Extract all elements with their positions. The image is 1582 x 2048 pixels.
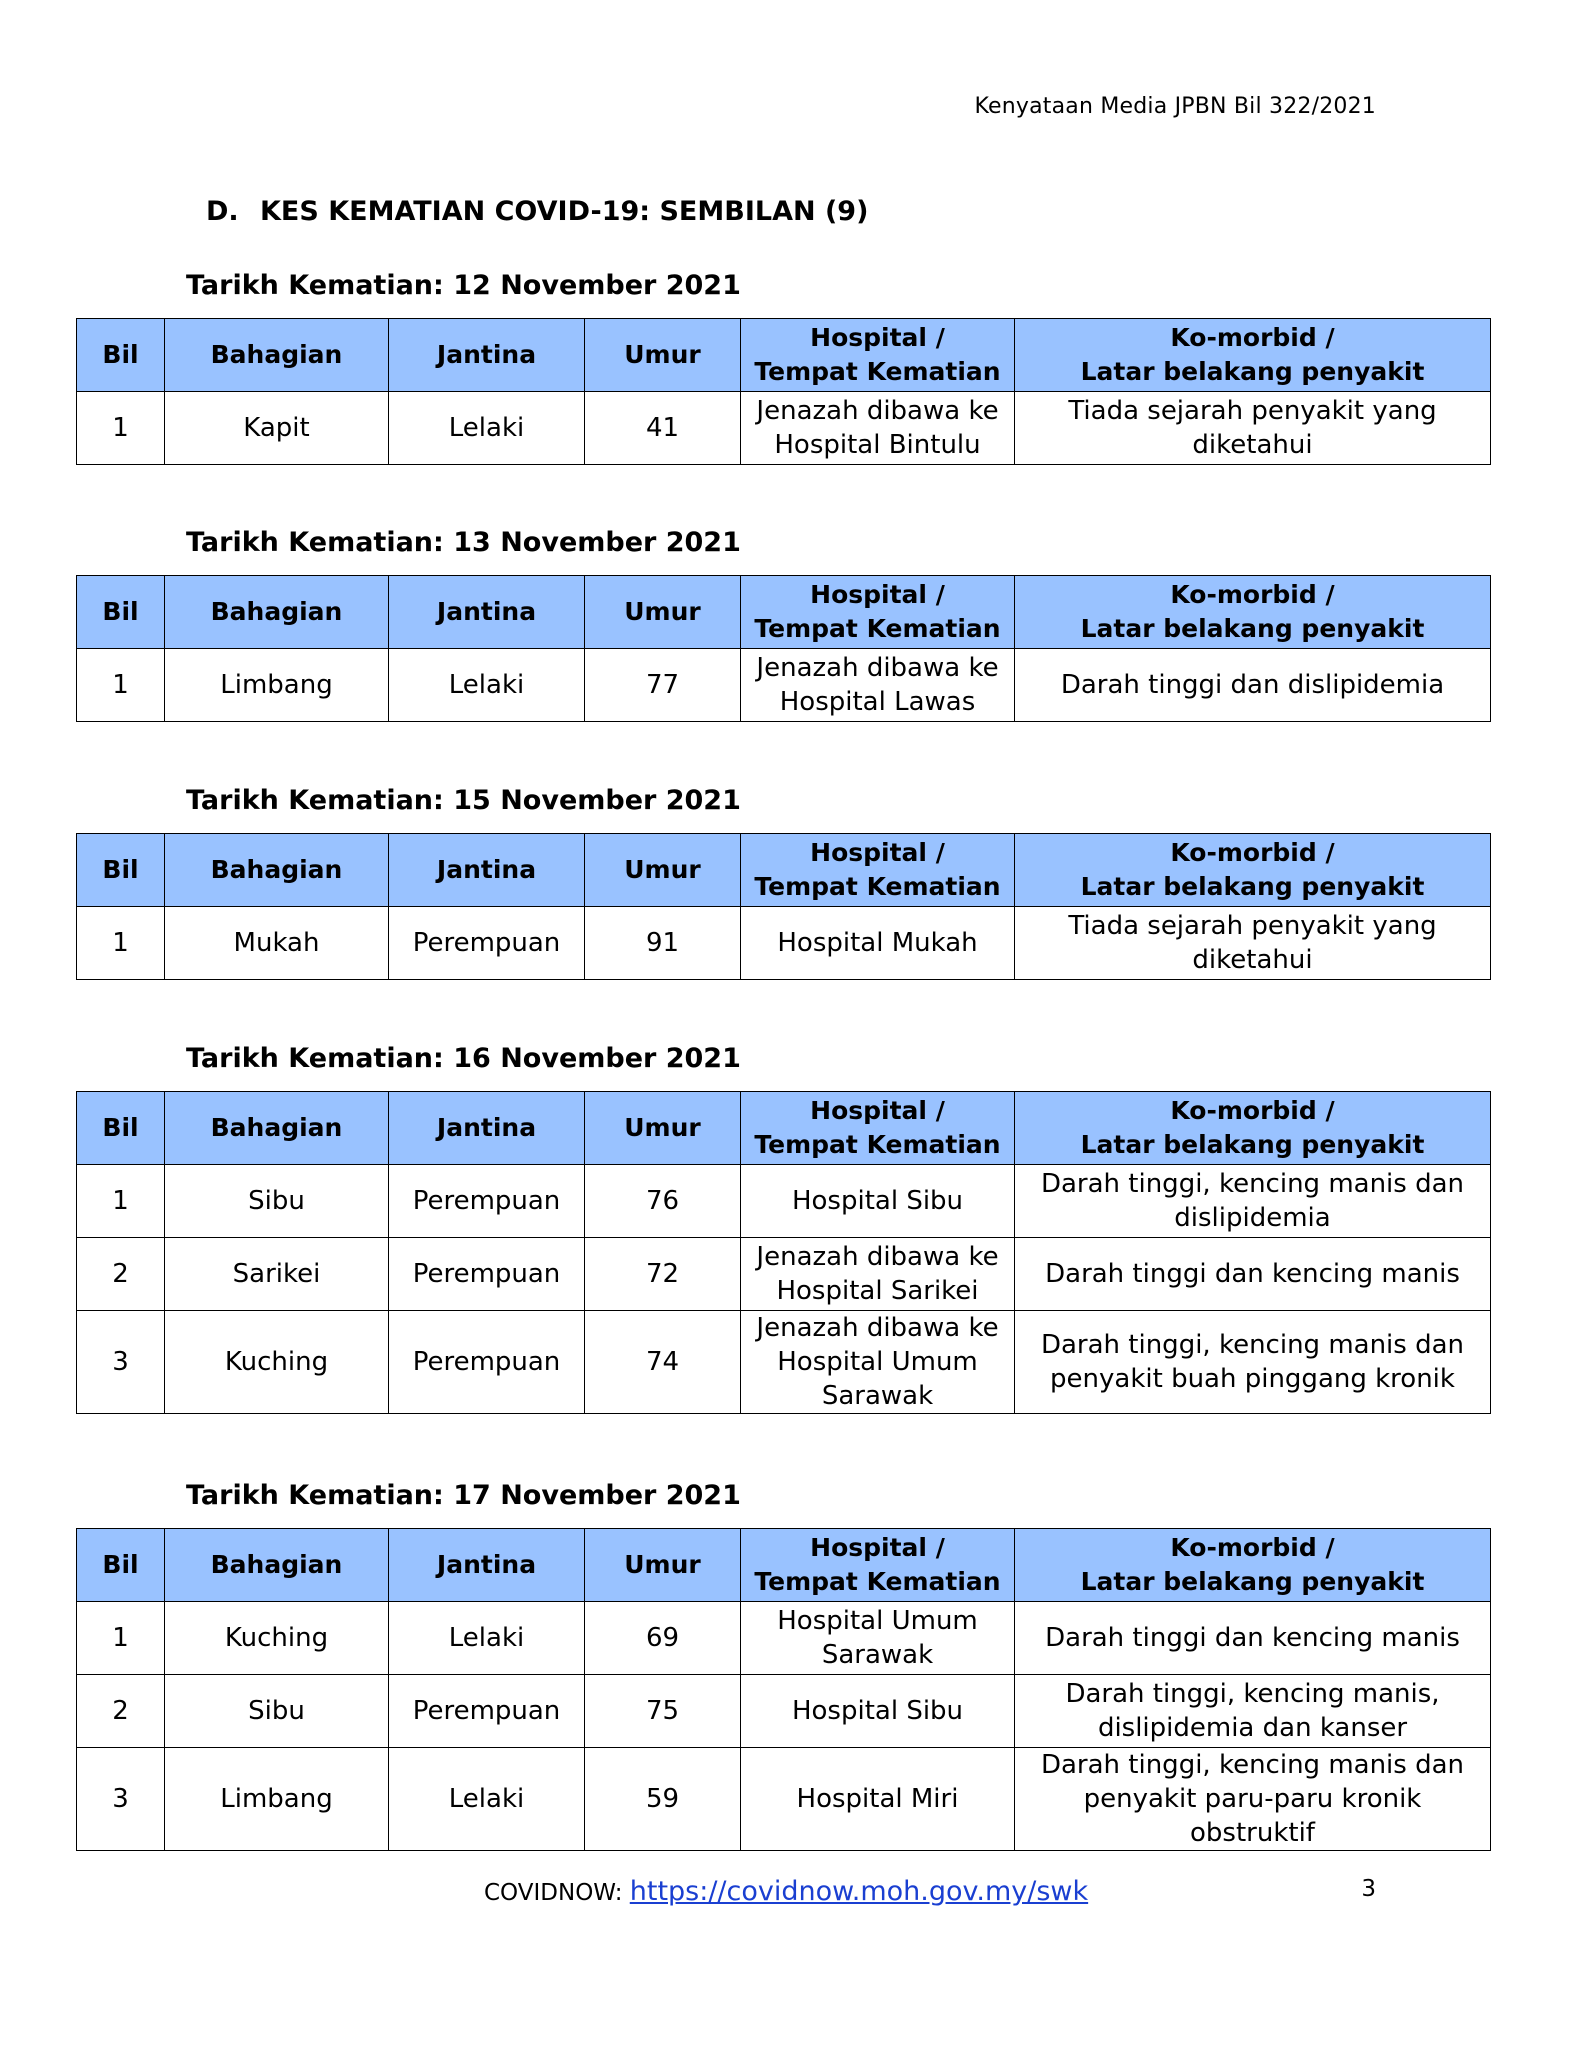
cell-umur: 41 [585, 392, 741, 465]
col-header-umur: Umur [585, 834, 741, 907]
cell-jantina: Perempuan [389, 1311, 585, 1414]
cell-jantina: Perempuan [389, 1165, 585, 1238]
col-header-jantina: Jantina [389, 576, 585, 649]
cell-jantina: Lelaki [389, 649, 585, 722]
table-header-row [77, 1092, 1491, 1165]
col-header-umur: Umur [585, 319, 741, 392]
date-heading-13-nov: Tarikh Kematian: 13 November 2021 [186, 527, 741, 558]
cell-bahagian: Kuching [165, 1602, 389, 1675]
col-header-umur: Umur [585, 576, 741, 649]
cell-hospital: Hospital Sibu [741, 1675, 1015, 1748]
cell-bil: 3 [77, 1311, 165, 1414]
table-row [77, 1165, 1491, 1238]
table-row [77, 1748, 1491, 1851]
cell-jantina: Perempuan [389, 1238, 585, 1311]
table-row [77, 1311, 1491, 1414]
cell-bil: 1 [77, 1602, 165, 1675]
footer-label: COVIDNOW: [484, 1880, 630, 1906]
cell-komorbid: Darah tinggi dan kencing manis [1015, 1602, 1491, 1675]
table-row [77, 1602, 1491, 1675]
document-reference: Kenyataan Media JPBN Bil 322/2021 [974, 94, 1376, 119]
deaths-table-12-nov [76, 318, 1491, 465]
cell-jantina: Perempuan [389, 907, 585, 980]
cell-komorbid: Darah tinggi dan dislipidemia [1015, 649, 1491, 722]
cell-bahagian: Kuching [165, 1311, 389, 1414]
cell-hospital: Jenazah dibawa ke Hospital Bintulu [741, 392, 1015, 465]
table-header-row [77, 834, 1491, 907]
col-header-jantina: Jantina [389, 1529, 585, 1602]
cell-bil: 1 [77, 649, 165, 722]
cell-jantina: Lelaki [389, 392, 585, 465]
col-header-hospital: Hospital / Tempat Kematian [741, 1092, 1015, 1165]
cell-bil: 3 [77, 1748, 165, 1851]
col-header-bahagian: Bahagian [165, 834, 389, 907]
cell-bahagian: Limbang [165, 649, 389, 722]
cell-komorbid: Darah tinggi, kencing manis dan penyakit paru-paru kronik obstruktif [1015, 1748, 1491, 1851]
col-header-hospital: Hospital / Tempat Kematian [741, 319, 1015, 392]
cell-komorbid: Darah tinggi, kencing manis dan dislipidemia [1015, 1165, 1491, 1238]
cell-hospital: Hospital Miri [741, 1748, 1015, 1851]
col-header-bahagian: Bahagian [165, 319, 389, 392]
cell-bahagian: Sibu [165, 1165, 389, 1238]
cell-bil: 2 [77, 1238, 165, 1311]
cell-hospital: Jenazah dibawa ke Hospital Sarikei [741, 1238, 1015, 1311]
cell-jantina: Lelaki [389, 1748, 585, 1851]
cell-hospital: Jenazah dibawa ke Hospital Lawas [741, 649, 1015, 722]
col-header-hospital: Hospital / Tempat Kematian [741, 834, 1015, 907]
table-row [77, 649, 1491, 722]
date-heading-15-nov: Tarikh Kematian: 15 November 2021 [186, 785, 741, 816]
col-header-komorbid: Ko-morbid / Latar belakang penyakit [1015, 834, 1491, 907]
date-heading-12-nov: Tarikh Kematian: 12 November 2021 [186, 270, 741, 301]
cell-komorbid: Darah tinggi, kencing manis dan penyakit buah pinggang kronik [1015, 1311, 1491, 1414]
page-number: 3 [1361, 1876, 1376, 1902]
table-row [77, 392, 1491, 465]
col-header-bil: Bil [77, 1092, 165, 1165]
cell-jantina: Perempuan [389, 1675, 585, 1748]
col-header-bahagian: Bahagian [165, 1529, 389, 1602]
date-heading-17-nov: Tarikh Kematian: 17 November 2021 [186, 1480, 741, 1511]
table-row [77, 1675, 1491, 1748]
col-header-hospital: Hospital / Tempat Kematian [741, 576, 1015, 649]
cell-bahagian: Mukah [165, 907, 389, 980]
col-header-bil: Bil [77, 319, 165, 392]
cell-hospital: Jenazah dibawa ke Hospital Umum Sarawak [741, 1311, 1015, 1414]
table-row [77, 907, 1491, 980]
cell-hospital: Hospital Umum Sarawak [741, 1602, 1015, 1675]
cell-bahagian: Sibu [165, 1675, 389, 1748]
cell-bahagian: Kapit [165, 392, 389, 465]
cell-bil: 1 [77, 907, 165, 980]
section-letter: D. [206, 196, 239, 227]
col-header-umur: Umur [585, 1529, 741, 1602]
cell-bil: 2 [77, 1675, 165, 1748]
col-header-komorbid: Ko-morbid / Latar belakang penyakit [1015, 319, 1491, 392]
cell-bahagian: Sarikei [165, 1238, 389, 1311]
date-heading-16-nov: Tarikh Kematian: 16 November 2021 [186, 1043, 741, 1074]
cell-umur: 69 [585, 1602, 741, 1675]
cell-bil: 1 [77, 392, 165, 465]
cell-jantina: Lelaki [389, 1602, 585, 1675]
col-header-komorbid: Ko-morbid / Latar belakang penyakit [1015, 1529, 1491, 1602]
col-header-jantina: Jantina [389, 834, 585, 907]
col-header-bahagian: Bahagian [165, 1092, 389, 1165]
col-header-komorbid: Ko-morbid / Latar belakang penyakit [1015, 576, 1491, 649]
cell-umur: 74 [585, 1311, 741, 1414]
cell-komorbid: Darah tinggi dan kencing manis [1015, 1238, 1491, 1311]
cell-umur: 76 [585, 1165, 741, 1238]
cell-umur: 75 [585, 1675, 741, 1748]
col-header-hospital: Hospital / Tempat Kematian [741, 1529, 1015, 1602]
cell-umur: 72 [585, 1238, 741, 1311]
cell-komorbid: Darah tinggi, kencing manis, dislipidemia dan kanser [1015, 1675, 1491, 1748]
table-header-row [77, 576, 1491, 649]
deaths-table-17-nov [76, 1528, 1491, 1851]
cell-umur: 77 [585, 649, 741, 722]
col-header-bahagian: Bahagian [165, 576, 389, 649]
section-title-text: KES KEMATIAN COVID-19: SEMBILAN (9) [260, 196, 869, 227]
col-header-bil: Bil [77, 834, 165, 907]
cell-umur: 91 [585, 907, 741, 980]
footer [484, 1876, 1088, 1907]
covidnow-link[interactable]: https://covidnow.moh.gov.my/swk [629, 1876, 1089, 1907]
table-row [77, 1238, 1491, 1311]
deaths-table-13-nov [76, 575, 1491, 722]
col-header-bil: Bil [77, 576, 165, 649]
deaths-table-15-nov [76, 833, 1491, 980]
col-header-jantina: Jantina [389, 319, 585, 392]
cell-komorbid: Tiada sejarah penyakit yang diketahui [1015, 907, 1491, 980]
deaths-table-16-nov [76, 1091, 1491, 1414]
section-title [206, 196, 868, 227]
cell-komorbid: Tiada sejarah penyakit yang diketahui [1015, 392, 1491, 465]
col-header-komorbid: Ko-morbid / Latar belakang penyakit [1015, 1092, 1491, 1165]
table-header-row [77, 319, 1491, 392]
cell-umur: 59 [585, 1748, 741, 1851]
col-header-jantina: Jantina [389, 1092, 585, 1165]
col-header-bil: Bil [77, 1529, 165, 1602]
col-header-umur: Umur [585, 1092, 741, 1165]
cell-hospital: Hospital Sibu [741, 1165, 1015, 1238]
cell-bahagian: Limbang [165, 1748, 389, 1851]
table-header-row [77, 1529, 1491, 1602]
cell-hospital: Hospital Mukah [741, 907, 1015, 980]
cell-bil: 1 [77, 1165, 165, 1238]
